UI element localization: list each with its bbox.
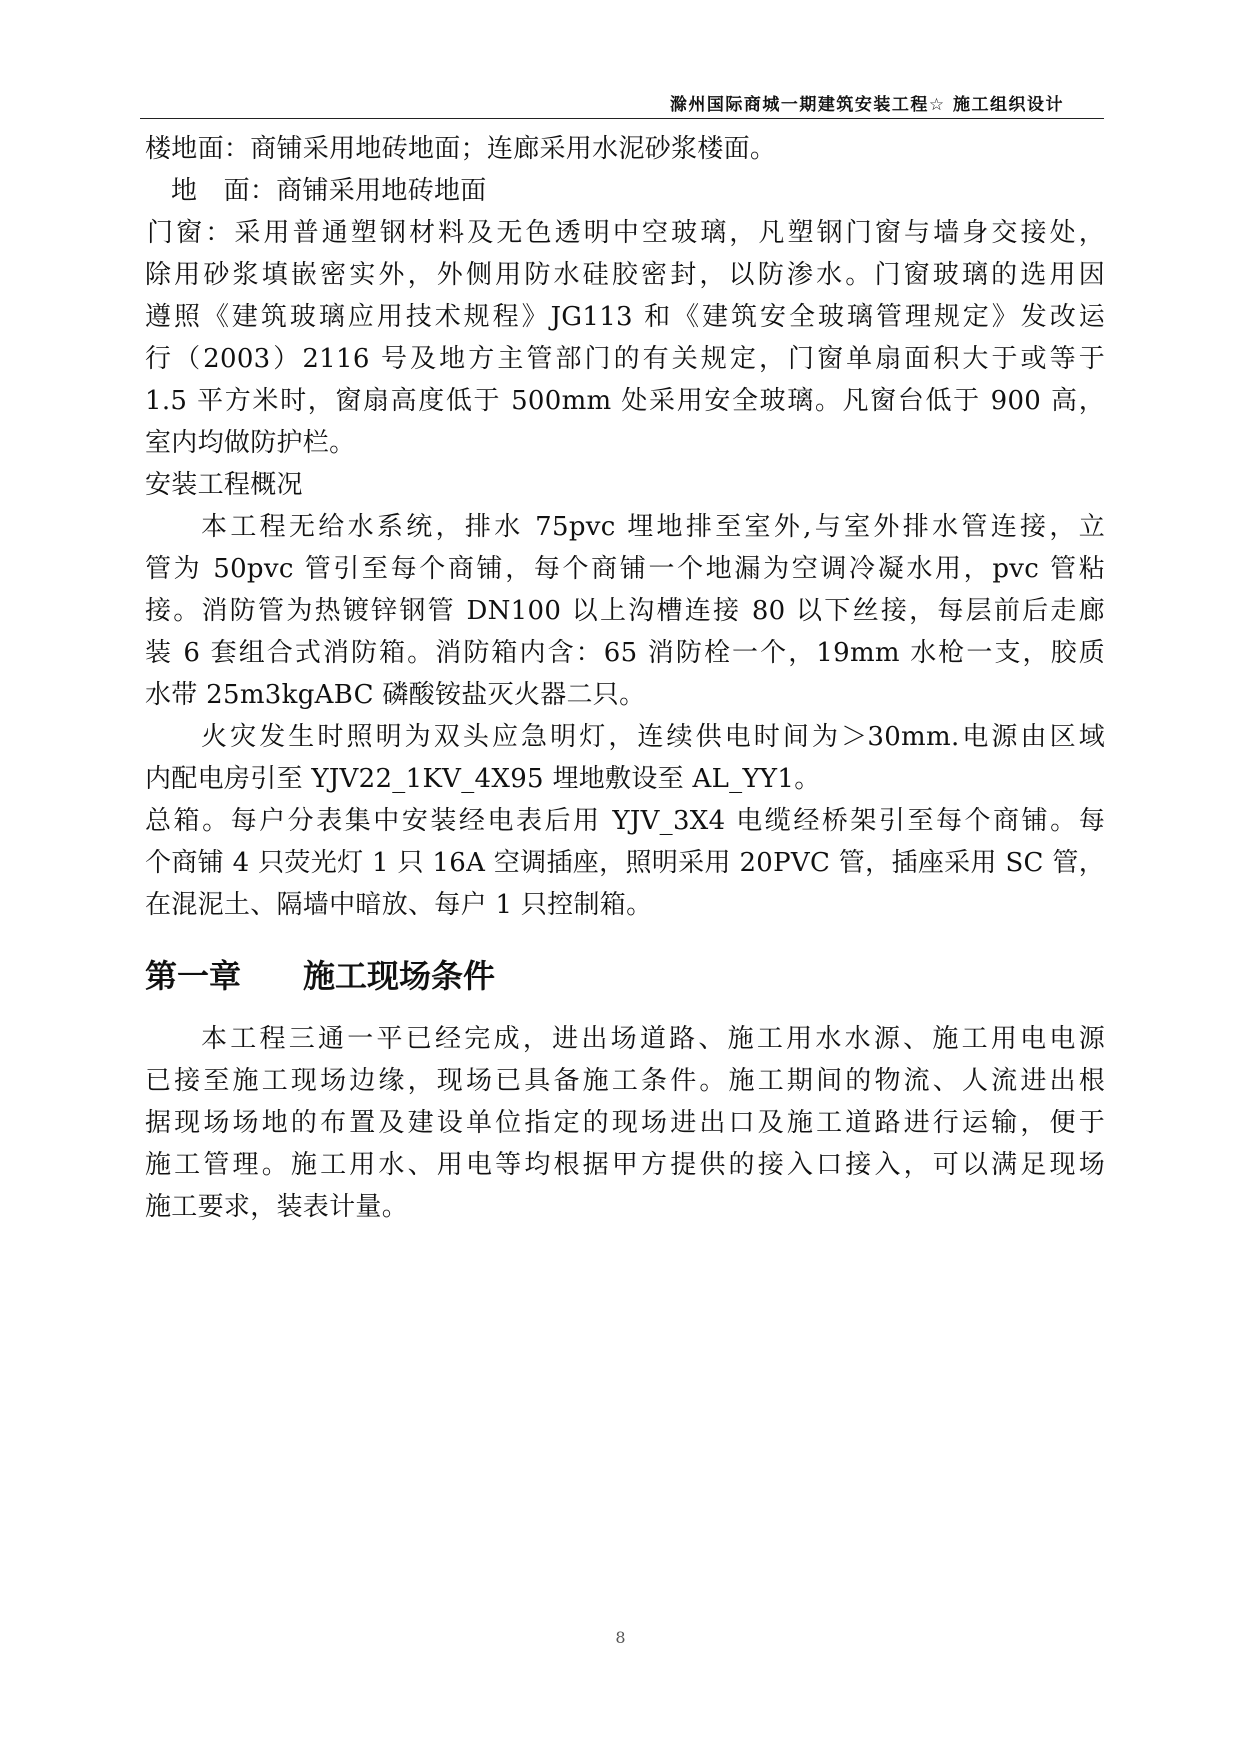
- document-body: [145, 128, 1105, 1228]
- paragraph-line: 本工程无给水系统，排水 75pvc 埋地排至室外,与室外排水管连接，立: [201, 512, 1105, 542]
- paragraph-line: 门窗：采用普通塑钢材料及无色透明中空玻璃，凡塑钢门窗与墙身交接处，: [147, 218, 1105, 248]
- paragraph-line: 在混泥土、隔墙中暗放、每户 1 只控制箱。: [145, 890, 653, 920]
- paragraph-line: 总箱。每户分表集中安装经电表后用 YJV_3X4 电缆经桥架引至每个商铺。每: [145, 806, 1105, 836]
- paragraph-line: 装 6 套组合式消防箱。消防箱内含：65 消防栓一个，19mm 水枪一支，胶质: [145, 638, 1105, 668]
- paragraph-line: 火灾发生时照明为双头应急明灯，连续供电时间为＞30mm.电源由区域: [201, 722, 1105, 752]
- paragraph-line: 管为 50pvc 管引至每个商铺，每个商铺一个地漏为空调冷凝水用，pvc 管粘: [145, 554, 1105, 584]
- paragraph-line: 已接至施工现场边缘，现场已具备施工条件。施工期间的物流、人流进出根: [145, 1066, 1105, 1096]
- paragraph-line: 据现场场地的布置及建设单位指定的现场进出口及施工道路进行运输，便于: [145, 1108, 1105, 1138]
- paragraph-line: 行（2003）2116 号及地方主管部门的有关规定，门窗单扇面积大于或等于: [145, 344, 1105, 374]
- paragraph-line: 本工程三通一平已经完成，进出场道路、施工用水水源、施工用电电源: [201, 1024, 1105, 1054]
- page-header: [140, 88, 1104, 119]
- paragraph-line: 室内均做防护栏。: [145, 428, 356, 458]
- chapter-heading: [145, 946, 1105, 1006]
- paragraph-line: 内配电房引至 YJV22_1KV_4X95 埋地敷设至 AL_YY1。: [145, 764, 821, 794]
- paragraph-line: 楼地面：商铺采用地砖地面；连廊采用水泥砂浆楼面。: [145, 134, 777, 164]
- paragraph-line: 遵照《建筑玻璃应用技术规程》JG113 和《建筑安全玻璃管理规定》发改运: [145, 302, 1105, 332]
- paragraph-line: 施工管理。施工用水、用电等均根据甲方提供的接入口接入，可以满足现场: [145, 1150, 1105, 1180]
- chapter-number: 第一章: [145, 957, 242, 995]
- section-heading: 安装工程概况: [145, 470, 303, 500]
- header-title: 滁州国际商城一期建筑安装工程☆ 施工组织设计: [669, 95, 1064, 115]
- paragraph-line: 水带 25m3kgABC 磷酸铵盐灭火器二只。: [145, 680, 646, 710]
- paragraph-line: 1.5 平方米时，窗扇高度低于 500mm 处采用安全玻璃。凡窗台低于 900 高，: [145, 386, 1105, 416]
- paragraph-line: 个商铺 4 只荧光灯 1 只 16A 空调插座，照明采用 20PVC 管，插座采用 SC 管，: [145, 848, 1105, 878]
- paragraph-line: 施工要求，装表计量。: [145, 1192, 409, 1222]
- paragraph-line: 除用砂浆填嵌密实外，外侧用防水硅胶密封，以防渗水。门窗玻璃的选用因: [145, 260, 1105, 290]
- chapter-title: 施工现场条件: [303, 957, 496, 995]
- paragraph-line: 接。消防管为热镀锌钢管 DN100 以上沟槽连接 80 以下丝接，每层前后走廊: [145, 596, 1105, 626]
- page-number: 8: [615, 1628, 626, 1647]
- paragraph-line: 地 面：商铺采用地砖地面: [171, 176, 487, 206]
